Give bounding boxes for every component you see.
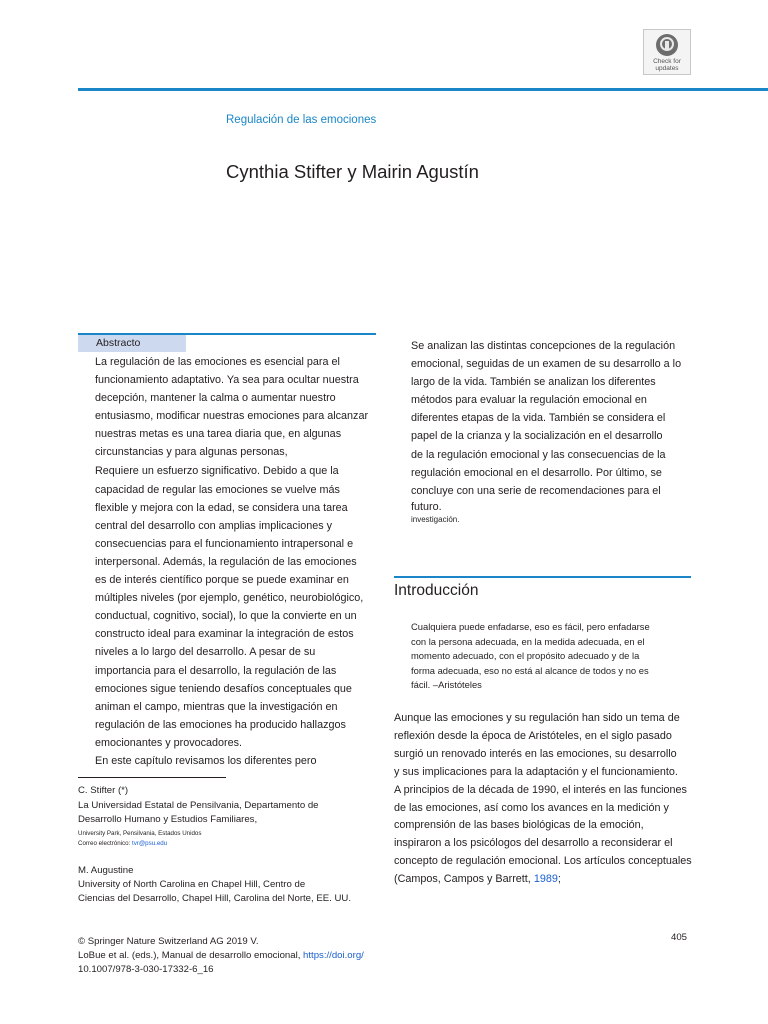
doi-link-part-2[interactable]: 10.1007/978-3-030-17332-6_16 — [78, 964, 214, 975]
abstract-line: flexible y mejora con la edad, se considera una tarea — [95, 501, 348, 514]
abstract-line: largo de la vida. También se analizan los diferentes — [411, 376, 656, 389]
author-2-name: M. Augustine — [78, 865, 134, 876]
abstract-line: regulación emocional en el desarrollo. Por último, se — [411, 466, 662, 479]
abstract-line: futuro. — [411, 500, 442, 513]
body-line: concepto de regulación emocional. Los artículos conceptuales — [394, 855, 692, 868]
abstract-line: múltiples niveles (por ejemplo, genético, neurobiológico, — [95, 592, 364, 605]
abstract-line: niveles a lo largo del desarrollo. A pesar de su — [95, 646, 316, 659]
body-line: y sus implicaciones para la adaptación y el funcionamiento. — [394, 765, 678, 778]
abstract-line: funcionamiento adaptativo. Ya sea para ocultar nuestra — [95, 374, 359, 387]
abstract-line: de la regulación emocional y las consecuencias de la — [411, 448, 666, 461]
author-1-address: University Park, Pensilvania, Estados Unidos — [78, 830, 202, 837]
abstract-line: regulación de las emociones ha producido hallazgos — [95, 718, 346, 731]
abstract-line: consecuencias para el funcionamiento intrapersonal e — [95, 537, 354, 550]
keywords: investigación. — [411, 515, 460, 524]
body-line: A principios de la década de 1990, el interés en las funciones — [394, 783, 687, 796]
author-2-affiliation-2: Ciencias del Desarrollo, Chapel Hill, Carolina del Norte, EE. UU. — [78, 893, 352, 904]
page-number: 405 — [671, 932, 688, 943]
abstract-right-column — [411, 337, 711, 514]
chapter-authors: Cynthia Stifter y Mairin Agustín — [226, 161, 479, 182]
abstract-heading — [78, 335, 186, 352]
quote-line: momento adecuado, con el propósito adecuado y de la — [411, 650, 640, 661]
quote-line: con la persona adecuada, en la medida adecuada, en el — [411, 635, 645, 647]
abstract-line: decepción, mantener la calma o aumentar nuestro — [95, 392, 336, 405]
epigraph-quote — [411, 620, 686, 693]
abstract-line: nuestras metas es una tarea diaria que, en algunas — [95, 428, 342, 441]
abstract-line: diferentes etapas de la vida. También se considera el — [411, 412, 666, 425]
citation-prefix: (Campos, Campos y Barrett, — [394, 873, 534, 886]
abstract-line: emocional, seguidas de un examen de su desarrollo a lo — [411, 358, 682, 371]
citation-suffix: ; — [557, 873, 561, 886]
abstract-line: emocionantes y provocadores. — [95, 736, 243, 749]
introduction-heading: Introducción — [394, 582, 479, 599]
abstract-line: interpersonal. Además, la regulación de las emociones — [95, 555, 357, 568]
body-line: reflexión desde la época de Aristóteles, en el siglo pasado — [394, 729, 672, 742]
body-line: comprensión de las bases biológicas de la emoción, — [394, 819, 644, 832]
book-citation — [78, 949, 364, 963]
body-line: de las emociones, así como los avances en la medición y — [394, 801, 669, 814]
abstract-line: circunstancias y para algunas personas, — [95, 446, 288, 459]
abstract-line: capacidad de regular las emociones se vuelve más — [95, 483, 340, 496]
abstract-line: entusiasmo, modificar nuestras emociones para alcanzar — [95, 410, 369, 423]
author-1-email-line — [78, 839, 167, 849]
body-line: inspiraron a los psicólogos del desarrollo a reconsiderar el — [394, 837, 673, 850]
author-1-affiliation-1: La Universidad Estatal de Pensilvania, Departamento de — [78, 800, 319, 811]
abstract-heading-label: Abstracto — [96, 337, 141, 349]
abstract-line: es de interés científico porque se puede examinar en — [95, 574, 349, 587]
quote-line: Cualquiera puede enfadarse, eso es fácil, pero enfadarse — [411, 621, 650, 632]
abstract-line: concluye con una serie de recomendaciones para el — [411, 484, 661, 497]
book-citation-text: LoBue et al. (eds.), Manual de desarrollo emocional, — [78, 950, 304, 961]
quote-line: forma adecuada, eso no está al alcance de todos y no es — [411, 664, 649, 676]
doi-link-part-1[interactable]: https://doi.org/ — [303, 950, 364, 961]
abstract-line: métodos para evaluar la regulación emocional en — [411, 394, 647, 407]
abstract-line: Se analizan las distintas concepciones de la regulación — [411, 340, 676, 352]
citation-year-link[interactable]: 1989 — [533, 873, 558, 886]
body-line-citation — [394, 871, 704, 889]
badge-line-1: Check for — [653, 58, 681, 65]
abstract-line: Requiere un esfuerzo significativo. Debido a que la — [95, 465, 339, 478]
bookmark-check-icon — [655, 33, 679, 57]
author-2-affiliation-1: University of North Carolina en Chapel Hill, Centro de — [78, 879, 306, 890]
abstract-line: papel de la crianza y la socialización en el desarrollo — [411, 430, 663, 443]
author-1-affiliation-2: Desarrollo Humano y Estudios Familiares, — [78, 814, 258, 825]
email-label: Correo electrónico: — [78, 840, 132, 847]
chapter-label: Regulación de las emociones — [226, 114, 377, 126]
copyright: © Springer Nature Switzerland AG 2019 V. — [78, 936, 259, 947]
introduction-rule — [394, 576, 691, 578]
abstract-line: emociones sigue teniendo desafíos conceptuales que — [95, 682, 352, 695]
quote-line: fácil. –Aristóteles — [411, 679, 482, 690]
introduction-body — [394, 710, 704, 889]
abstract-line: animan el campo, mientras que la investigación en — [95, 700, 338, 713]
abstract-line: conductual, cognitivo, social), lo que la convierte en un — [95, 610, 357, 623]
abstract-line: importancia para el desarrollo, la regulación de las — [95, 664, 337, 677]
abstract-line: central del desarrollo con amplias implicaciones y — [95, 519, 333, 532]
email-link[interactable]: tvr@psu.edu — [132, 840, 168, 847]
body-line: surgió un renovado interés en las emociones, su desarrollo — [394, 747, 677, 760]
author-1-name: C. Stifter (*) — [78, 785, 129, 796]
top-rule — [78, 88, 768, 91]
check-for-updates-badge[interactable] — [643, 29, 691, 75]
footnote-rule — [78, 777, 226, 778]
body-line: Aunque las emociones y su regulación han sido un tema de — [394, 712, 680, 724]
abstract-line: En este capítulo revisamos los diferentes pero — [95, 754, 317, 767]
badge-line-2: updates — [655, 65, 679, 72]
abstract-line: constructo ideal para examinar la integración de estos — [95, 628, 354, 641]
abstract-left-column — [95, 353, 395, 770]
abstract-line: La regulación de las emociones es esencial para el — [95, 356, 340, 368]
